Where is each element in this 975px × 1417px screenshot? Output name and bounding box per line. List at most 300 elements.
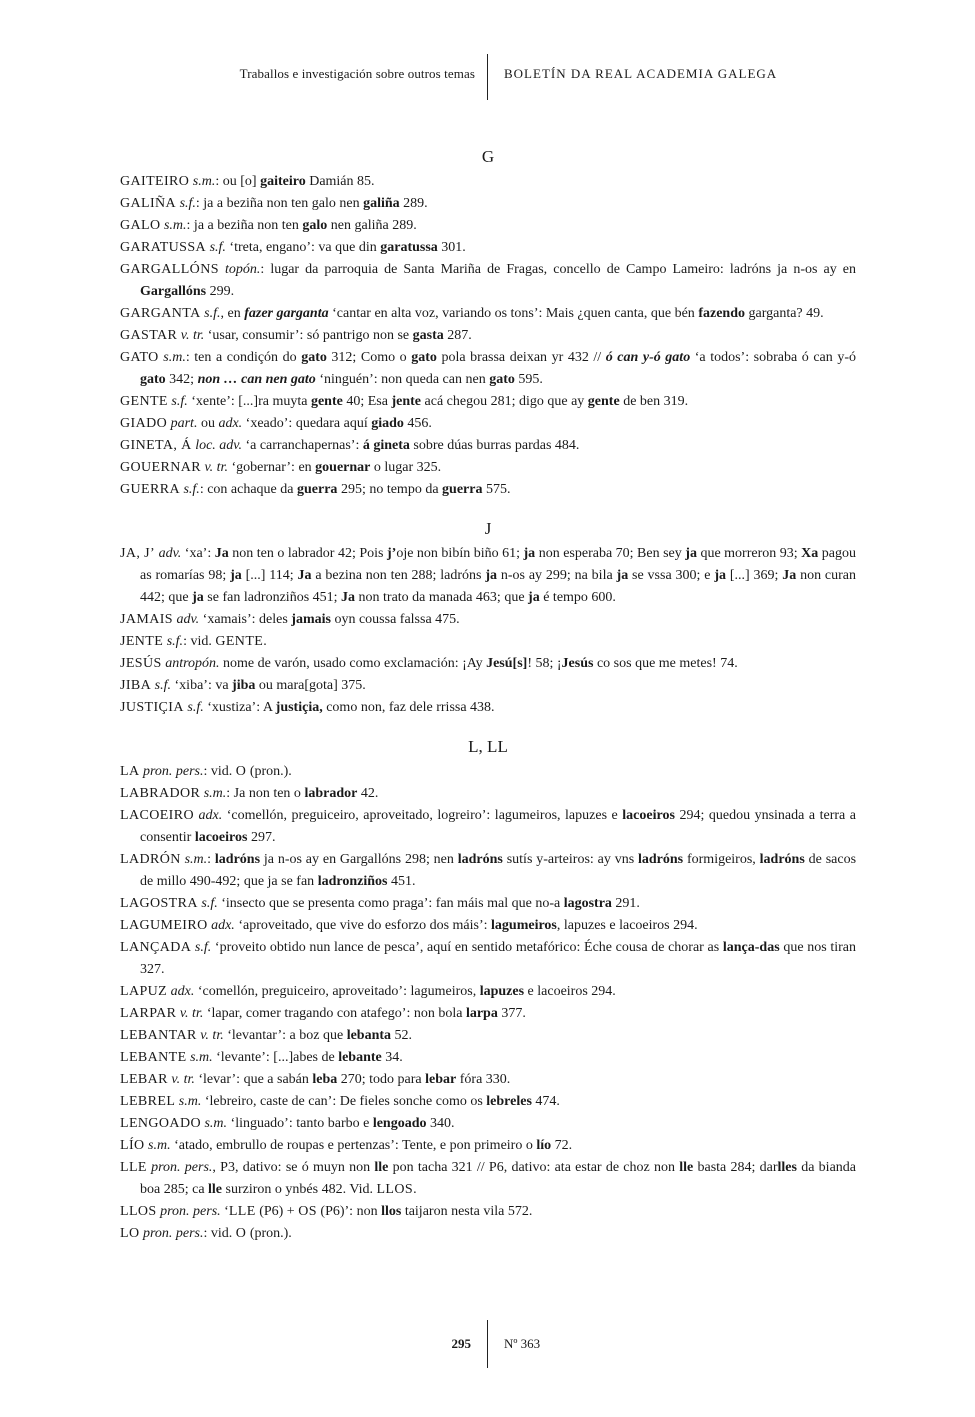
example-term: ladróns [457,852,503,867]
entry-text: 595. [514,372,543,387]
headword: LADRÓN [120,852,181,867]
headword: GARATUSSA [120,240,207,255]
grammar-label: v. tr. [171,1072,195,1087]
entry-text: e lacoeiros 294. [524,984,616,999]
entry-text: 34. [381,1050,403,1065]
glossary-entry [120,171,856,193]
entry-text: que nos tiran 327. [140,940,856,977]
entry-text: : [207,852,215,867]
entry-text: surziron o ynbés 482. Vid. [222,1182,377,1197]
headword: GIADO [120,416,168,431]
headword: GAITEIRO [120,174,190,189]
grammar-label: s.m. [163,218,187,233]
entry-text: , P3, dativo: se ó muyn non [212,1160,375,1175]
grammar-label: adv. [176,612,200,627]
grammar-label: s.f. [209,240,226,255]
example-term: lengoado [372,1116,427,1131]
entry-text: sutís y-arteiros: ay vns [502,852,638,867]
example-term: lle [679,1160,694,1175]
entry-text: 340. [426,1116,455,1131]
cross-reference: OS [298,1204,317,1219]
entry-text: formigeiros, [683,852,760,867]
headword: JIBA [120,678,152,693]
grammar-label: s.m. [203,786,227,801]
example-term: garatussa [380,240,438,255]
entry-text: 312; Como o [326,350,412,365]
example-term: Ja [782,568,797,583]
example-term: lebreles [486,1094,532,1109]
entry-text: : vid. [183,634,216,649]
entry-text: : vid. [203,764,236,779]
grammar-label: s.f. [179,196,196,211]
grammar-label: pron. pers. [151,1160,213,1175]
entry-text: , lapuzes e lacoeiros 294. [556,918,698,933]
example-term: guerra [297,482,338,497]
entry-text: ‘levantar’: a boz que [223,1028,347,1043]
entry-text: 270; todo para [337,1072,426,1087]
grammar-label: s.m. [192,174,216,189]
entry-text: ‘atado, embrullo de roupas e pertenzas’: Tente, e pon primeiro o [170,1138,537,1153]
glossary-entry [120,391,856,413]
glossary-entry [120,457,856,479]
grammar-label: pron. pers. [160,1204,221,1219]
glossary-section [120,517,856,719]
example-term: lança-das [722,940,780,955]
entry-text: ‘ninguén’: non queda can nen [315,372,490,387]
phrase-term: non … can nen gato [197,372,316,387]
entry-text: 42. [357,786,379,801]
grammar-label: s.f. [201,896,218,911]
entry-text: (P6) + [255,1204,299,1219]
example-term: ja [192,590,204,605]
entry-text: garganta? 49. [744,306,824,321]
entry-text: , en [220,306,245,321]
entry-text: sobre dúas burras pardas 484. [409,438,580,453]
example-term: Xa [801,546,819,561]
running-header [0,54,975,100]
entry-text: : ja a beziña non ten galo nen [195,196,364,211]
headword: LEBANTAR [120,1028,197,1043]
cross-reference: LLOS [376,1182,414,1197]
glossary-entry [120,893,856,915]
entry-text: 287. [443,328,472,343]
entry-text: Damián 85. [305,174,375,189]
headword: LLE [120,1160,147,1175]
entry-text: : lugar da parroquia de Santa Mariña de Fragas, concello de Campo Lameiro: ladróns ja n-os ay en [260,262,857,277]
cross-reference: O [235,1226,247,1241]
entry-text: [...] 114; [241,568,298,583]
entry-text: ‘cantar en alta voz, variando os tons’: Mais ¿quen canta, que bén [328,306,699,321]
example-term: galiña [363,196,400,211]
glossary-entry [120,981,856,1003]
headword: LO [120,1226,140,1241]
entry-text: que morreron 93; [696,546,802,561]
grammar-label: adx. [170,984,195,999]
headword: JAMAIS [120,612,173,627]
example-term: lle [208,1182,223,1197]
grammar-label: s.m. [184,852,208,867]
section-letter-heading: J [484,519,492,538]
example-term: Jesús [561,656,594,671]
glossary-section [120,735,856,1245]
example-term: ja [523,546,536,561]
entry-text: o lugar 325. [370,460,442,475]
entry-text: non curan 442; que [140,568,857,605]
glossary-entry [120,761,856,783]
glossary-entry [120,479,856,501]
glossary-entry [120,193,856,215]
glossary-entry [120,259,856,303]
footer-divider [487,1320,488,1368]
entry-text: 474. [531,1094,560,1109]
headword: JENTE [120,634,164,649]
entry-text: 40; Esa [342,394,392,409]
example-term: ja [714,568,726,583]
page-footer [0,1320,975,1368]
example-term: gato [489,372,515,387]
grammar-label: s.f. [204,306,221,321]
entry-text: ‘xeado’: quedara aquí [242,416,372,431]
glossary-entry [120,413,856,435]
example-term: Gargallóns [140,284,207,299]
entry-text: 294; quedou ynsinada a terra a consentir [140,808,857,845]
page-number: 295 [451,1336,471,1351]
headword: LAGUMEIRO [120,918,208,933]
example-term: lagumeiros [491,918,557,933]
headword: LAGOSTRA [120,896,198,911]
example-term: gente [587,394,620,409]
example-term: ja [485,568,498,583]
headword: LACOEIRO [120,808,194,823]
example-term: gouernar [315,460,371,475]
entry-text: 342; [165,372,198,387]
entry-text: ‘insecto que se presenta como praga’: fan máis mal que no-a [217,896,564,911]
glossary-entry [120,609,856,631]
headword: JA, J’ [120,546,156,561]
entry-text: : ja a beziña non ten [186,218,303,233]
glossary-entry [120,653,856,675]
example-term: ja [616,568,629,583]
glossary-entry [120,215,856,237]
entry-text: ‘lapar, comer tragando con atafego’: non bola [203,1006,466,1021]
example-term: leba [312,1072,338,1087]
example-term: gaiteiro [260,174,306,189]
headword: LEBREL [120,1094,176,1109]
example-term: ja [528,590,540,605]
entry-text: 297. [247,830,276,845]
glossary-entry [120,1223,856,1245]
entry-text: ou [197,416,219,431]
entry-text: é tempo 600. [539,590,616,605]
entry-text: 291. [611,896,640,911]
example-term: guerra [442,482,483,497]
grammar-label: part. [170,416,198,431]
example-term: lacoeiros [622,808,675,823]
example-term: larpa [465,1006,498,1021]
glossary-body [120,145,856,1245]
entry-text: : con achaque da [199,482,297,497]
headword: JUSTIÇIA [120,700,184,715]
example-term: j’ [387,546,397,561]
headword: GUERRA [120,482,180,497]
example-term: giado [371,416,404,431]
grammar-label: pron. pers. [142,1226,204,1241]
entry-text: nome de varón, usado como exclamación: ¡Ay [219,656,487,671]
entry-text: ‘linguado’: tanto barbo e [227,1116,373,1131]
entry-text: ‘a todos’: sobraba ó can y-ó [690,350,856,365]
example-term: ja [230,568,242,583]
headword: GALO [120,218,161,233]
glossary-entry [120,1025,856,1047]
glossary-entry [120,1047,856,1069]
entry-text: 451. [387,874,416,889]
glossary-entry [120,1201,856,1223]
entry-text: se vssa 300; e [628,568,715,583]
glossary-entry [120,937,856,981]
example-term: jamais [291,612,331,627]
example-term: gente [310,394,343,409]
grammar-label: v. tr. [204,460,228,475]
example-term: lío [536,1138,552,1153]
glossary-entry [120,303,856,325]
headword: LABRADOR [120,786,201,801]
entry-text: non ten o labrador 42; Pois [228,546,387,561]
grammar-label: s.m. [148,1138,171,1153]
entry-text: ! 58; ¡ [527,656,562,671]
grammar-label: loc. adv. [195,438,242,453]
entry-text: taijaron nesta vila 572. [401,1204,533,1219]
phrase-term: fazer garganta [244,306,329,321]
example-term: llos [381,1204,402,1219]
example-term: lapuzes [479,984,525,999]
entry-text: co sos que me metes! 74. [593,656,738,671]
phrase-term: ó can y-ó gato [605,350,691,365]
glossary-entry [120,435,856,457]
headword: GASTAR [120,328,178,343]
example-term: Jesú[s] [486,656,528,671]
grammar-label: adx. [218,416,243,431]
entry-text: 456. [403,416,432,431]
entry-text: (P6)’: non [316,1204,382,1219]
glossary-entry [120,1069,856,1091]
entry-text: ‘levar’: que a sabán [194,1072,313,1087]
grammar-label: v. tr. [179,1006,204,1021]
entry-text: 299. [206,284,235,299]
example-term: lagostra [563,896,612,911]
example-term: lle [374,1160,389,1175]
example-term: lebante [338,1050,382,1065]
grammar-label: topón. [224,262,261,277]
entry-text: ‘xamais’: deles [199,612,292,627]
entry-text: como non, faz dele rrissa 438. [322,700,495,715]
example-term: gato [140,372,166,387]
headword: LANÇADA [120,940,192,955]
example-term: Ja [214,546,229,561]
entry-text: pon tacha 321 // P6, dativo: ata estar de choz non [388,1160,680,1175]
example-term: fazendo [698,306,745,321]
grammar-label: s.f. [183,482,200,497]
grammar-label: s.f. [154,678,172,693]
grammar-label: s.f. [166,634,184,649]
entry-text: 52. [391,1028,413,1043]
headword: LÍO [120,1138,145,1153]
example-term: Ja [297,568,312,583]
entry-text: ou mara[gota] 375. [255,678,366,693]
grammar-label: v. tr. [180,328,205,343]
glossary-entry [120,915,856,937]
entry-text: fóra 330. [456,1072,511,1087]
entry-text: 377. [497,1006,526,1021]
entry-text: ‘aproveitado, que vive do esforzo dos máis’: [234,918,492,933]
cross-reference: LLE [228,1204,256,1219]
entry-text: . [413,1182,417,1197]
example-term: labrador [304,786,358,801]
entry-text: nen galiña 289. [327,218,417,233]
entry-text: ‘xiba’: va [171,678,233,693]
glossary-entry [120,675,856,697]
entry-text: ‘treta, engano’: va que din [225,240,381,255]
grammar-label: s.m. [163,350,186,365]
entry-text: . [263,634,267,649]
entry-text: ‘xa’: [181,546,215,561]
grammar-label: pron. pers. [142,764,204,779]
entry-text: da bianda boa 285; ca [140,1160,856,1197]
glossary-entry [120,1091,856,1113]
glossary-entry [120,631,856,653]
entry-text: se fan ladronziños 451; [203,590,342,605]
entry-text: basta 284; dar [693,1160,778,1175]
example-term: ladróns [638,852,684,867]
entry-text: a bezina non ten 288; ladróns [311,568,486,583]
example-term: galo [302,218,328,233]
glossary-entry [120,237,856,259]
cross-reference: O [235,764,247,779]
grammar-label: adx. [198,808,223,823]
entry-text: : Ja non ten o [226,786,305,801]
example-term: lebar [425,1072,457,1087]
entry-text: 575. [482,482,511,497]
header-journal-title: BOLETÍN DA REAL ACADEMIA GALEGA [504,66,778,81]
entry-text: ‘levante’: [...]abes de [212,1050,339,1065]
section-letter-heading: L, LL [468,737,508,756]
grammar-label: v. tr. [200,1028,224,1043]
cross-reference: GENTE [215,634,264,649]
grammar-label: antropón. [165,656,220,671]
glossary-entry [120,1157,856,1201]
entry-text: ‘proveito obtido nun lance de pesca’, aquí en sentido metafórico: Éche cousa de chorar as [211,940,723,955]
glossary-entry [120,325,856,347]
entry-text: ‘usar, consumir’: só pantrigo non se [204,328,413,343]
grammar-label: s.m. [204,1116,228,1131]
glossary-section [120,145,856,501]
glossary-entry [120,543,856,609]
entry-text: ‘gobernar’: en [227,460,316,475]
header-divider [487,54,488,100]
entry-text: ‘xustiza’: A [203,700,276,715]
example-term: gato [411,350,437,365]
glossary-entry [120,697,856,719]
headword: LENGOADO [120,1116,201,1131]
entry-text: non esperaba 70; Ben sey [535,546,686,561]
headword: JESÚS [120,656,162,671]
glossary-entry [120,849,856,893]
grammar-label: adx. [211,918,235,933]
entry-text: non trato da manada 463; que [355,590,529,605]
example-term: ja [685,546,697,561]
example-term: jente [391,394,422,409]
headword: GATO [120,350,159,365]
entry-text: oyn coussa falssa 475. [330,612,460,627]
example-term: gasta [412,328,444,343]
entry-text: : vid. [203,1226,236,1241]
entry-text: : ou [o] [215,174,261,189]
entry-text: de sacos de millo 490-492; que ja se fan [140,852,857,889]
headword: LA [120,764,140,779]
headword: LEBANTE [120,1050,187,1065]
headword: GINETA, Á [120,438,192,453]
grammar-label: s.f. [187,700,204,715]
entry-text: (pron.). [246,1226,292,1241]
grammar-label: s.m. [190,1050,213,1065]
entry-text: ‘comellón, preguiceiro, aproveitado’: lagumeiros, [194,984,480,999]
entry-text: [...] 369; [725,568,783,583]
entry-text: ‘lebreiro, caste de can’: De fieles sonche como os [201,1094,487,1109]
example-term: ladróns [214,852,261,867]
example-term: gato [301,350,327,365]
example-term: á gineta [362,438,410,453]
entry-text: ‘xente’: [...]ra muyta [187,394,311,409]
entry-text: oje non bibín biño 61; [396,546,524,561]
glossary-entry [120,1003,856,1025]
section-letter-heading: G [481,147,495,166]
headword: GENTE [120,394,168,409]
entry-text: 295; no tempo da [337,482,443,497]
glossary-entry [120,1135,856,1157]
entry-text: ‘a carranchapernas’: [241,438,363,453]
entry-text: ‘comellón, preguiceiro, aproveitado, logreiro’: lagumeiros, lapuzes e [222,808,623,823]
issue-number: Nº 363 [504,1336,541,1351]
headword: LAPUZ [120,984,168,999]
example-term: Ja [341,590,356,605]
glossary-entry [120,347,856,391]
entry-text: de ben 319. [619,394,689,409]
header-series-title: Traballos e investigación sobre outros temas [239,66,475,81]
entry-text: n-os ay 299; na bila [497,568,617,583]
headword: GALIÑA [120,196,177,211]
entry-text: 289. [399,196,428,211]
grammar-label: adv. [158,546,182,561]
entry-text: 301. [437,240,466,255]
grammar-label: s.f. [171,394,188,409]
entry-text: 72. [551,1138,573,1153]
headword: LEBAR [120,1072,168,1087]
entry-text: acá chegou 281; digo que ay [421,394,588,409]
entry-text: pagou as romarías 98; [140,546,856,583]
glossary-entry [120,805,856,849]
example-term: lles [777,1160,797,1175]
headword: LLOS [120,1204,157,1219]
headword: GARGANTA [120,306,201,321]
example-term: justiçia, [275,700,323,715]
example-term: lebanta [346,1028,392,1043]
entry-text: ja n-os ay en Gargallóns 298; nen [260,852,458,867]
grammar-label: s.f. [194,940,212,955]
entry-text: : ten a condiçón do [185,350,302,365]
entry-text: pola brassa deixan yr 432 // [436,350,606,365]
glossary-entry [120,1113,856,1135]
headword: LARPAR [120,1006,177,1021]
headword: GARGALLÓNS [120,262,219,277]
